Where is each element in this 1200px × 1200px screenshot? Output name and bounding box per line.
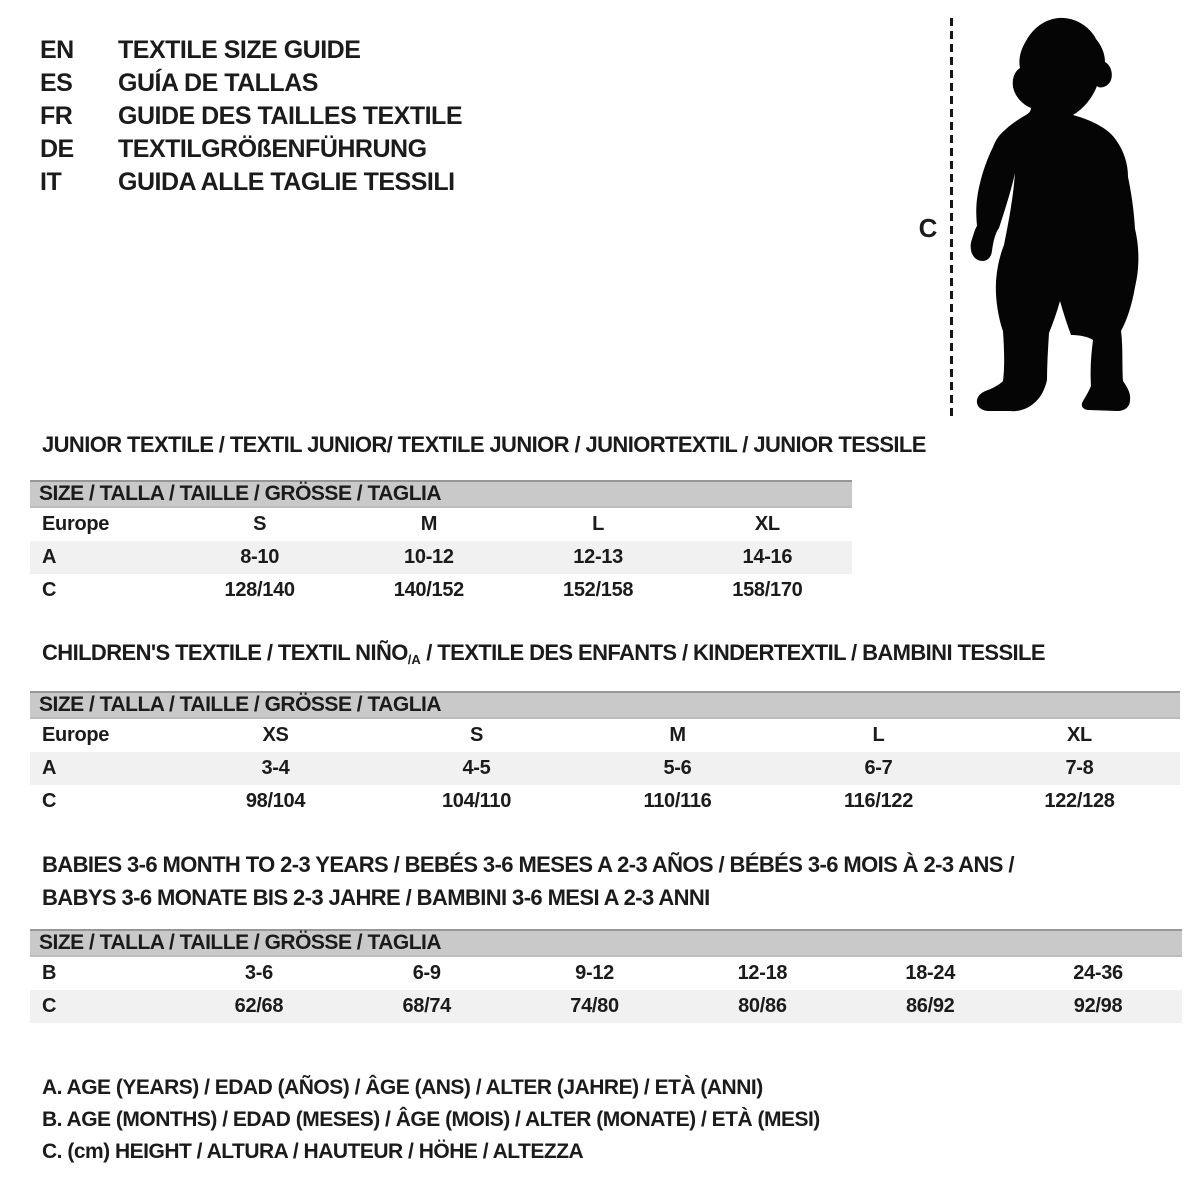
language-row xyxy=(40,67,462,100)
section-childrens-textile xyxy=(30,640,1180,818)
table-cell: S xyxy=(253,513,267,535)
table-cell: 6-9 xyxy=(412,962,441,984)
language-code: DE xyxy=(40,135,74,163)
language-label: TEXTILGRÖßENFÜHRUNG xyxy=(118,135,427,163)
height-dashed-line xyxy=(950,18,953,416)
table-cell: 62/68 xyxy=(234,995,284,1017)
legend-line: A. AGE (YEARS) / EDAD (AÑOS) / ÂGE (ANS) / ALTER (JAHRE) / ETÀ (ANNI) xyxy=(42,1076,763,1099)
table-cell: XL xyxy=(754,513,780,535)
table-cell: 10-12 xyxy=(404,546,454,568)
table-rows xyxy=(30,508,852,607)
table-row xyxy=(30,785,1180,818)
table-cell: 98/104 xyxy=(245,790,306,812)
section-title xyxy=(42,640,1180,669)
table-row xyxy=(30,574,852,607)
table-header: SIZE / TALLA / TAILLE / GRÖSSE / TAGLIA xyxy=(30,480,852,508)
table-cell: 12-13 xyxy=(573,546,623,568)
title-segment: CHILDREN'S TEXTILE / TEXTIL NIÑO xyxy=(42,640,408,665)
table-cell: S xyxy=(469,724,484,746)
table-cell: XS xyxy=(262,724,289,746)
legend-line: C. (cm) HEIGHT / ALTURA / HAUTEUR / HÖHE / ALTEZZA xyxy=(42,1140,584,1163)
table-cell: 14-16 xyxy=(742,546,793,568)
table-cell: 4-5 xyxy=(462,757,491,779)
section-babies-textile xyxy=(30,848,1182,1023)
table-cell: L xyxy=(592,513,605,535)
language-row xyxy=(40,100,462,133)
section-title-line xyxy=(42,848,1182,881)
table-cell: 68/74 xyxy=(402,995,452,1017)
size-table xyxy=(30,480,852,607)
row-label: A xyxy=(42,546,57,568)
section-junior-textile xyxy=(30,432,926,607)
language-code: EN xyxy=(40,36,74,64)
table-rows xyxy=(30,957,1182,1023)
section-title-line xyxy=(42,640,1045,665)
language-row xyxy=(40,166,462,199)
section-title-line xyxy=(42,432,926,457)
table-row xyxy=(30,752,1180,785)
row-label: A xyxy=(42,757,57,779)
table-cell: 8-10 xyxy=(240,546,280,568)
table-cell: 158/170 xyxy=(732,579,803,601)
table-row xyxy=(30,541,852,574)
row-label: B xyxy=(42,962,57,984)
row-label: Europe xyxy=(42,513,110,535)
table-cell: 140/152 xyxy=(393,579,464,601)
section-title xyxy=(42,848,1182,914)
table-cell: 86/92 xyxy=(905,995,955,1017)
table-cell: M xyxy=(420,513,438,535)
table-cell: M xyxy=(669,724,686,746)
language-label: GUIDE DES TAILLES TEXTILE xyxy=(118,102,463,130)
legend-line: B. AGE (MONTHS) / EDAD (MESES) / ÂGE (MOIS) / ALTER (MONATE) / ETÀ (MESI) xyxy=(42,1108,820,1131)
table-cell: 122/128 xyxy=(1044,790,1115,812)
language-label: TEXTILE SIZE GUIDE xyxy=(118,36,361,64)
title-segment: JUNIOR TEXTILE / TEXTIL JUNIOR/ TEXTILE JUNIOR / JUNIORTEXTIL / JUNIOR TESSILE xyxy=(42,432,926,457)
table-cell: 5-6 xyxy=(663,757,692,779)
table-cell: 128/140 xyxy=(224,579,295,601)
table-cell: 24-36 xyxy=(1073,962,1123,984)
table-cell: L xyxy=(872,724,885,746)
size-table xyxy=(30,929,1182,1023)
title-segment: BABIES 3-6 MONTH TO 2-3 YEARS / BEBÉS 3-6 MESES A 2-3 AÑOS / BÉBÉS 3-6 MOIS À 2-3 ANS / xyxy=(42,852,1014,877)
language-code: IT xyxy=(40,168,62,196)
language-code: ES xyxy=(40,69,73,97)
table-cell: 7-8 xyxy=(1065,757,1094,779)
row-label: C xyxy=(42,995,57,1017)
language-code: FR xyxy=(40,102,73,130)
table-cell: 110/116 xyxy=(643,790,712,812)
height-measure-label: C xyxy=(918,213,938,243)
section-title-line xyxy=(42,881,1182,914)
language-label: GUÍA DE TALLAS xyxy=(118,69,318,97)
table-rows xyxy=(30,719,1180,818)
table-cell: 80/86 xyxy=(738,995,787,1017)
table-cell: 18-24 xyxy=(905,962,956,984)
table-cell: 3-6 xyxy=(244,962,273,984)
table-cell: XL xyxy=(1067,724,1092,746)
language-row xyxy=(40,133,462,166)
section-title xyxy=(42,432,926,458)
table-cell: 152/158 xyxy=(563,579,634,601)
table-row xyxy=(30,990,1182,1023)
language-row xyxy=(40,34,462,67)
table-cell: 116/122 xyxy=(843,790,914,812)
title-segment: BABYS 3-6 MONATE BIS 2-3 JAHRE / BAMBINI 3-6 MESI A 2-3 ANNI xyxy=(42,885,710,910)
table-cell: 12-18 xyxy=(737,962,788,984)
title-segment: /A xyxy=(407,652,421,667)
table-cell: 104/110 xyxy=(441,790,512,812)
table-cell: 6-7 xyxy=(864,757,893,779)
table-cell: 9-12 xyxy=(575,962,614,984)
table-row xyxy=(30,508,852,541)
row-label: C xyxy=(42,579,57,601)
table-row xyxy=(30,957,1182,990)
table-header: SIZE / TALLA / TAILLE / GRÖSSE / TAGLIA xyxy=(30,691,1180,719)
size-table xyxy=(30,691,1180,818)
legend xyxy=(42,1072,820,1168)
language-label: GUIDA ALLE TAGLIE TESSILI xyxy=(118,168,455,196)
row-label: Europe xyxy=(42,724,110,746)
table-cell: 3-4 xyxy=(261,757,290,779)
language-guide xyxy=(40,34,462,199)
row-label: C xyxy=(42,790,57,812)
toddler-silhouette-icon xyxy=(963,15,1168,427)
title-segment: / TEXTILE DES ENFANTS / KINDERTEXTIL / BAMBINI TESSILE xyxy=(420,640,1045,665)
table-cell: 92/98 xyxy=(1073,995,1123,1017)
table-cell: 74/80 xyxy=(570,995,619,1017)
table-row xyxy=(30,719,1180,752)
table-header: SIZE / TALLA / TAILLE / GRÖSSE / TAGLIA xyxy=(30,929,1182,957)
